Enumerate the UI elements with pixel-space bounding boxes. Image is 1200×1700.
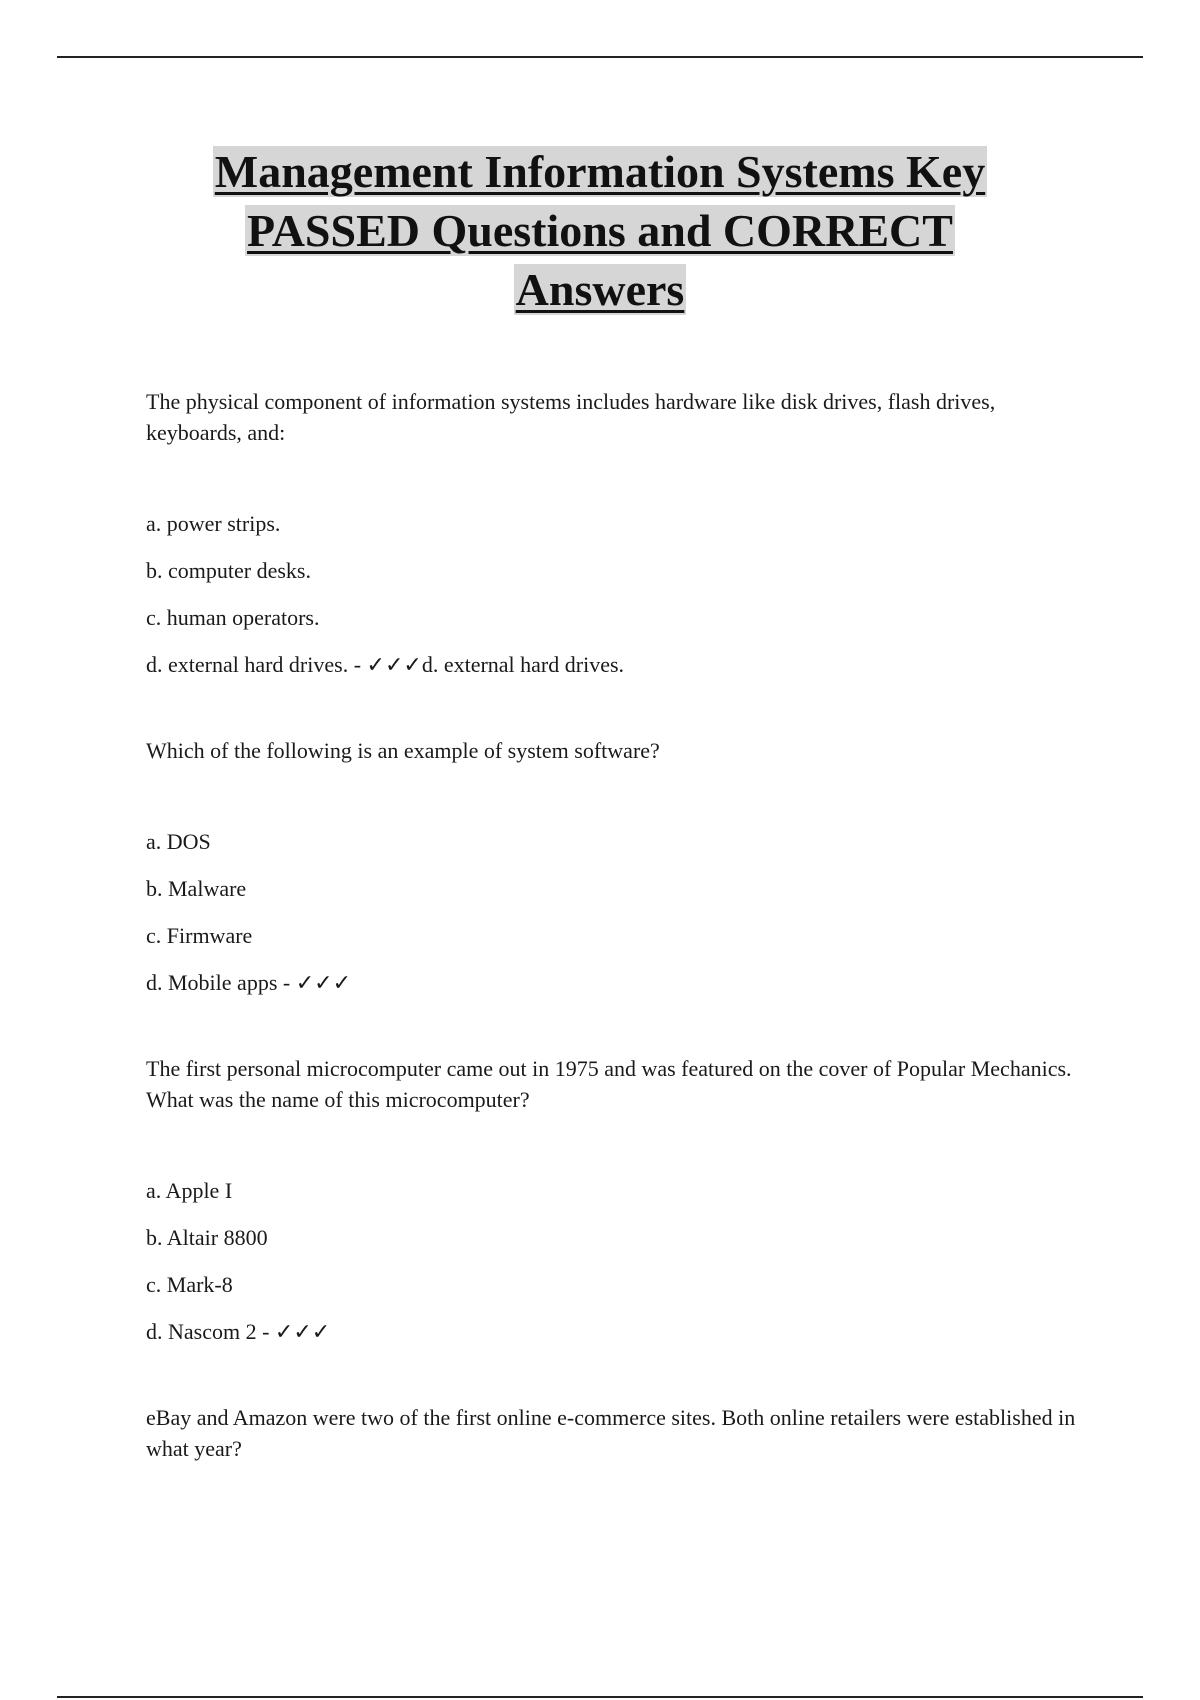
option-list bbox=[146, 1175, 1076, 1347]
question-text: The physical component of information systems includes hardware like disk drives, flash drives, keyboards, and: bbox=[146, 389, 996, 445]
option-d-answer: d. Mobile apps - ✓✓✓ bbox=[146, 970, 352, 995]
option-b: b. Altair 8800 bbox=[146, 1225, 268, 1250]
question-text: eBay and Amazon were two of the first online e-commerce sites. Both online retailers were established in what year? bbox=[146, 1405, 1076, 1461]
option-a: a. Apple I bbox=[146, 1178, 233, 1203]
option-c: c. Mark-8 bbox=[146, 1272, 233, 1297]
option-c: c. Firmware bbox=[146, 923, 253, 948]
question-block-1 bbox=[146, 386, 1076, 680]
option-a: a. power strips. bbox=[146, 511, 281, 536]
title-line-2: PASSED Questions and CORRECT bbox=[247, 205, 953, 256]
bottom-rule bbox=[57, 1696, 1143, 1698]
title-line-1: Management Information Systems Key bbox=[214, 146, 986, 197]
top-rule bbox=[57, 56, 1143, 58]
question-text: Which of the following is an example of system software? bbox=[146, 738, 660, 763]
question-text: The first personal microcomputer came out in 1975 and was featured on the cover of Popular Mechanics. What was the name of this microcomputer? bbox=[146, 1056, 1072, 1112]
option-b: b. computer desks. bbox=[146, 558, 311, 583]
option-a: a. DOS bbox=[146, 829, 211, 854]
option-list bbox=[146, 508, 1076, 680]
option-d-answer: d. Nascom 2 - ✓✓✓ bbox=[146, 1319, 331, 1344]
document-title bbox=[120, 142, 1080, 319]
question-block-4 bbox=[146, 1402, 1076, 1464]
title-line-3: Answers bbox=[515, 264, 685, 315]
option-d-answer: d. external hard drives. - ✓✓✓d. external hard drives. bbox=[146, 652, 625, 677]
option-b: b. Malware bbox=[146, 876, 247, 901]
option-list bbox=[146, 826, 1076, 998]
question-block-2 bbox=[146, 735, 1076, 998]
question-block-3 bbox=[146, 1053, 1076, 1347]
option-c: c. human operators. bbox=[146, 605, 320, 630]
question-list bbox=[146, 386, 1076, 1519]
